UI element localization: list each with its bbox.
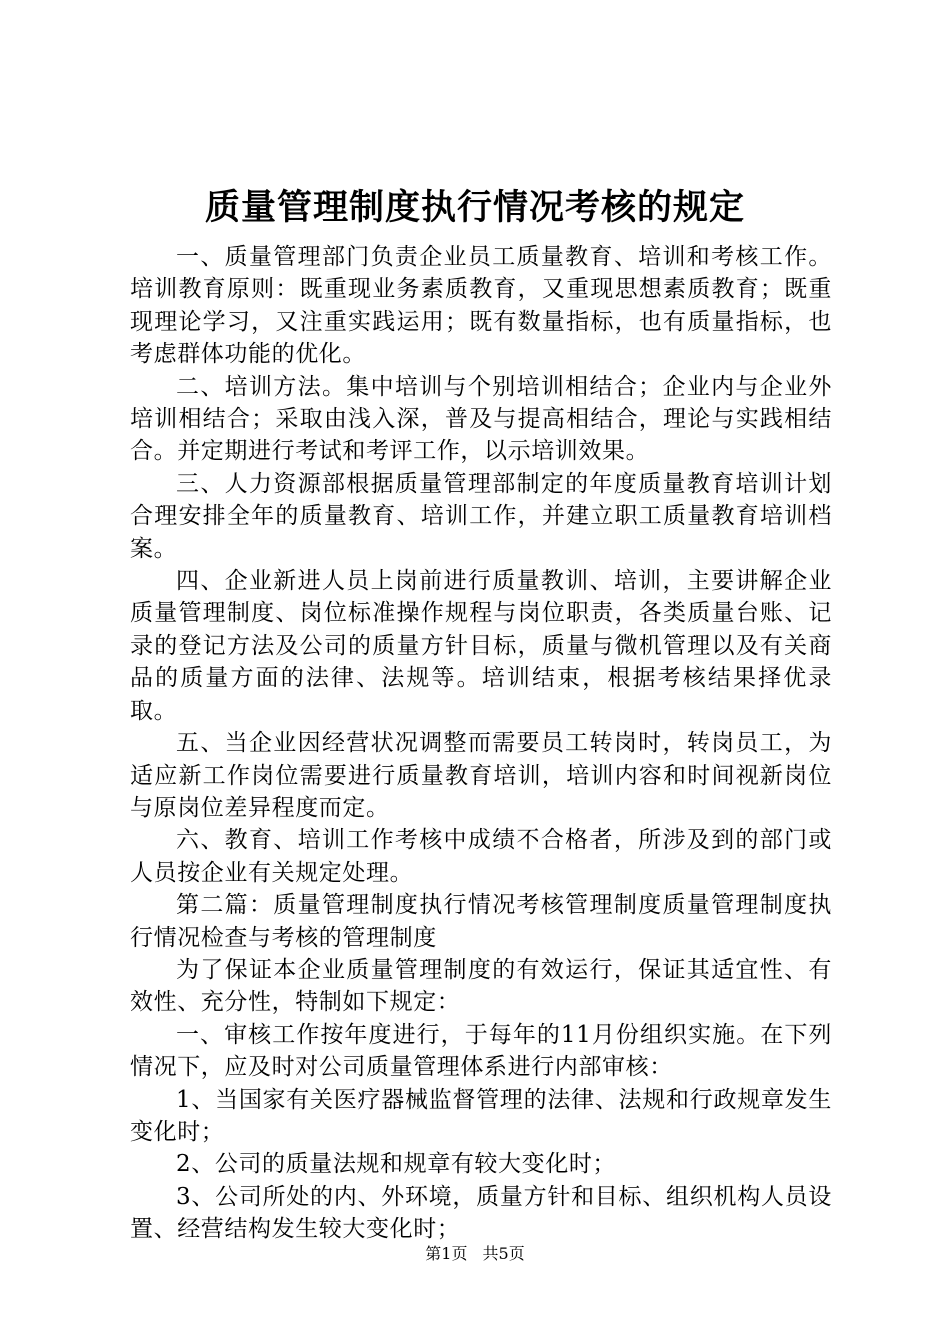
paragraph: 六、教育、培训工作考核中成绩不合格者，所涉及到的部门或人员按企业有关规定处理。 [130,827,832,886]
paragraph: 3、公司所处的内、外环境，质量方针和目标、组织机构人员设置、经营结构发生较大变化时； [130,1183,832,1243]
document-body [130,241,832,1246]
paragraph: 一、审核工作按年度进行，于每年的11月份组织实施。在下列情况下，应及时对公司质量管理体系进行内部审核： [130,1021,832,1081]
paragraph: 为了保证本企业质量管理制度的有效运行，保证其适宜性、有效性、充分性，特制如下规定： [130,956,832,1016]
paragraph: 四、企业新进人员上岗前进行质量教训、培训，主要讲解企业质量管理制度、岗位标准操作规程与岗位职责，各类质量台账、记录的登记方法及公司的质量方针目标，质量与微机管理以及有关商品的质量方面的法律、法规等。培训结束，根据考核结果择优录取。 [130,568,832,724]
paragraph: 2、公司的质量法规和规章有较大变化时； [176,1151,617,1178]
document-title: 质量管理制度执行情况考核的规定 [204,187,745,228]
page-total: 共5页 [482,1244,525,1263]
paragraph: 三、人力资源部根据质量管理部制定的年度质量教育培训计划合理安排全年的质量教育、培训工作，并建立职工质量教育培训档案。 [130,470,832,562]
paragraph: 二、培训方法。集中培训与个别培训相结合；企业内与企业外培训相结合；采取由浅入深，普及与提高相结合，理论与实践相结合。并定期进行考试和考评工作，以示培训效果。 [130,373,832,465]
paragraph: 1、当国家有关医疗器械监督管理的法律、法规和行政规章发生变化时； [130,1086,832,1145]
page-number: 第1页 [425,1244,468,1263]
paragraph: 第二篇：质量管理制度执行情况考核管理制度质量管理制度执行情况检查与考核的管理制度 [130,892,832,951]
page-footer [0,1242,950,1266]
paragraph: 一、质量管理部门负责企业员工质量教育、培训和考核工作。培训教育原则：既重现业务素质教育，又重现思想素质教育；既重现理论学习，又注重实践运用；既有数量指标，也有质量指标，也考虑群体功能的优化。 [130,244,832,368]
paragraph: 五、当企业因经营状况调整而需要员工转岗时，转岗员工，为适应新工作岗位需要进行质量教育培训，培训内容和时间视新岗位与原岗位差异程度而定。 [130,730,832,821]
